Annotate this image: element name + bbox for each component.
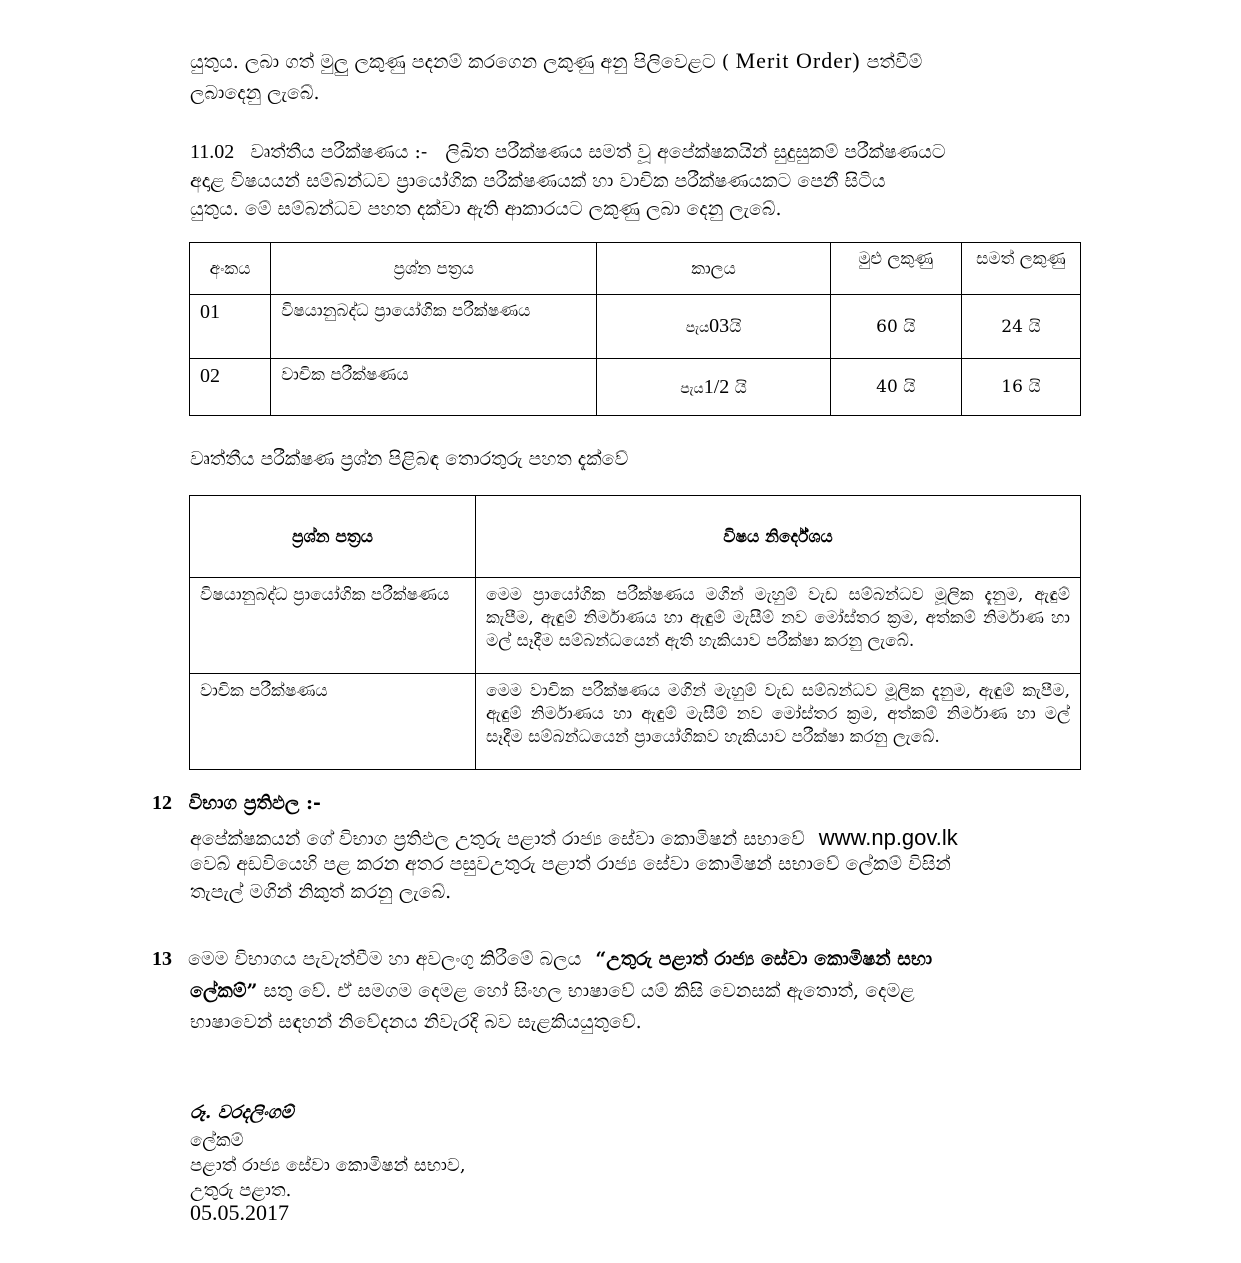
row-syllabus: මෙම වාචික පරීක්ෂණය මගින් මැහුම් වැඩ සම්බන්ධව මූලික දැනුම, ඇඳුම් කැපීම, ඇඳුම් නිර්මාණය හා ඇඳුම් මැසීම් නව මෝස්තර ක්‍රම, අත්කම් නිර්මාණ හා මල් සෑදීම සම්බන්ධයෙන් ප්‍රායෝගිකව හැකියාව පරීක්ෂා කරනු ලැබේ.: [476, 674, 1081, 770]
row-number: 02: [190, 359, 271, 416]
signatory-province: උතුරු පළාත.: [190, 1180, 292, 1201]
authority-name-end: ලේකම්”: [190, 980, 258, 1002]
section-13-line-3: භාෂාවෙන් සඳහන් නිවේදනය නිවැරදි බව සැළකියයුතුවේ.: [190, 1011, 642, 1033]
intro-line-2: ලබාදෙනු ලැබේ.: [190, 82, 320, 104]
table-row: [190, 674, 1081, 770]
section-heading: වෘත්තීය පරීක්ෂණය :-: [250, 141, 428, 163]
section-number: 11.02: [190, 141, 235, 163]
header-number: අංකය: [190, 243, 271, 295]
header-syllabus: විෂය නිර්දේශය: [476, 496, 1081, 578]
header-paper: ප්‍රශ්න පත්‍රය: [271, 243, 597, 295]
section-13-line-2: [190, 980, 915, 1002]
table-header-row: [190, 243, 1081, 295]
row-pass: 24 යි: [961, 295, 1080, 359]
header-time: කාලය: [597, 243, 830, 295]
table2-intro: වෘත්තීය පරීක්ෂණ ප්‍රශ්න පිළිබඳ තොරතුරු පහත දැක්වේ: [190, 448, 629, 470]
row-time: [597, 295, 830, 359]
time-suffix: යි: [729, 377, 747, 398]
section-12-line-2: වෙබ් අඩවියෙහි පළ කරන අතර පසුවඋතුරු පළාත් රාජ්‍ය සේවා කොමිෂන් සභාවේ ලේකම් විසින්: [190, 853, 951, 875]
section-11-02-line-1: [190, 141, 946, 164]
header-pass-marks: සමත් ලකුණු: [961, 243, 1080, 295]
table-header-row: [190, 496, 1081, 578]
signatory-title: ලේකම්: [190, 1130, 244, 1151]
section-11-02-line-2: අදාළ විෂයයන් සම්බන්ධව ප්‍රායෝගික පරීක්ෂණයක් හා වාචික පරීක්ෂණයකට පෙනී සිටිය: [190, 170, 886, 192]
section-text: සතු වේ. ඒ සමගම දෙමළ හෝ සිංහල භාෂාවේ යම් කිසි වෙනසක් ඇතොත්, දෙමළ: [257, 980, 915, 1002]
time-value: 1/2: [703, 375, 730, 398]
section-13-line-1: [152, 948, 1092, 971]
row-total: 60 යි: [830, 295, 961, 359]
section-12-heading: [152, 792, 321, 815]
table-row: [190, 295, 1081, 359]
merit-order-text: Merit Order): [729, 48, 861, 73]
row-paper: වාචික පරීක්ෂණය: [271, 359, 597, 416]
row-paper: විෂයානුබද්ධ ප්‍රායෝගික පරීක්ෂණය: [271, 295, 597, 359]
row-syllabus: මෙම ප්‍රායෝගික පරීක්ෂණය මගින් මැහුම් වැඩ සම්බන්ධව මූලික දැනුම, ඇඳුම් කැපීම, ඇඳුම් නිර්මාණය හා ඇඳුම් මැසීම් නව මෝස්තර ක්‍රම, අත්කම් නිර්මාණ හා මල් සෑදීම සම්බන්ධයෙන් ඇති හැකියාව පරීක්ෂා කරනු ලැබේ.: [476, 578, 1081, 674]
row-paper: විෂයානුබද්ධ ප්‍රායෝගික පරීක්ෂණය: [190, 578, 476, 674]
section-12-line-3: තැපැල් මගින් නිකුත් කරනු ලැබේ.: [190, 881, 452, 903]
section-text: අපේක්ෂකයන් ගේ විභාග ප්‍රතිඵල උතුරු පළාත් රාජ්‍ය සේවා කොමිෂන් සභාවේ: [190, 828, 805, 850]
row-paper: වාචික පරීක්ෂණය: [190, 674, 476, 770]
section-number: 12: [152, 792, 172, 814]
signatory-name: රූ. වරදලිංගම්: [190, 1102, 294, 1123]
table-row: [190, 359, 1081, 416]
header-total-marks: මුළු ලකුණු: [830, 243, 961, 295]
time-suffix: යි: [729, 317, 742, 337]
section-12-line-1: [190, 825, 1090, 851]
section-text: මෙම විභාගය පැවැත්වීම හා අවලංගු කිරීමේ බලය: [188, 948, 582, 970]
section-number: 13: [152, 948, 172, 970]
section-heading: විභාග ප්‍රතිඵල :-: [188, 792, 321, 814]
table-row: [190, 578, 1081, 674]
row-time: [597, 359, 830, 416]
intro-text-end: පත්වීම්: [860, 51, 923, 73]
section-11-02-line-3: යුතුය. මේ සම්බන්ධව පහත දක්වා ඇති ආකාරයට ලකුණු ලබා දෙනු ලැබේ.: [190, 198, 782, 220]
signature-date: 05.05.2017: [190, 1200, 289, 1225]
syllabus-table: [189, 495, 1081, 770]
row-total: 40 යි: [830, 359, 961, 416]
exam-schedule-table: [189, 242, 1081, 416]
website-url: www.np.gov.lk: [818, 825, 958, 850]
time-unit: පැය: [680, 380, 704, 397]
authority-name: “උතුරු පළාත් රාජ්‍ය සේවා කොමිෂන් සභා: [595, 948, 933, 970]
row-number: 01: [190, 295, 271, 359]
section-text: ලිඛිත පරීක්ෂණය සමත් වූ අපේක්ෂකයින් සුදුසුකම් පරීක්ෂණයට: [445, 141, 946, 163]
time-unit: පැය: [685, 320, 710, 336]
intro-text: යුතුය. ලබා ගත් මුලු ලකුණු පදනම් කරගෙන ලකුණු අනු පිලිවෙළට (: [190, 51, 730, 73]
signatory-office: පළාත් රාජ්‍ය සේවා කොමිෂන් සභාව,: [190, 1155, 466, 1176]
intro-line-1: [190, 48, 1090, 74]
header-paper: ප්‍රශ්න පත්‍රය: [190, 496, 476, 578]
time-value: 03: [709, 315, 730, 337]
row-pass: 16 යි: [961, 359, 1080, 416]
